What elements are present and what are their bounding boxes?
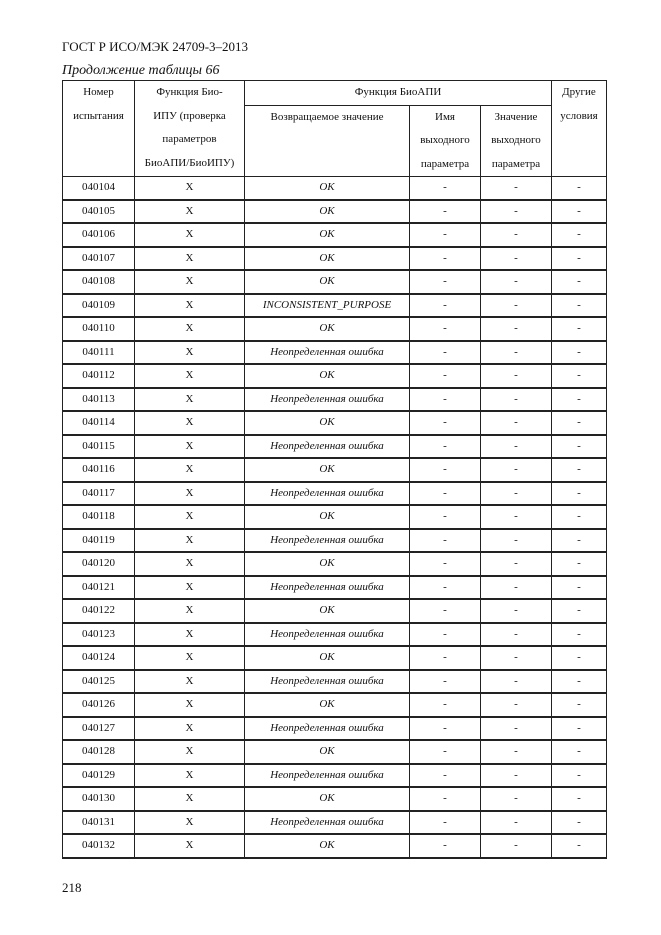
cell-output-value: - bbox=[481, 717, 552, 741]
cell-return-value: Неопределенная ошибка bbox=[245, 576, 410, 600]
table-row bbox=[63, 811, 607, 835]
cell-output-value: - bbox=[481, 223, 552, 247]
cell-output-name: - bbox=[410, 670, 481, 694]
cell-output-name: - bbox=[410, 388, 481, 412]
cell-output-name: - bbox=[410, 764, 481, 788]
cell-bio-function: X bbox=[135, 200, 245, 224]
cell-return-value: OK bbox=[245, 693, 410, 717]
cell-bio-function: X bbox=[135, 693, 245, 717]
cell-bio-function: X bbox=[135, 811, 245, 835]
table-row bbox=[63, 505, 607, 529]
table-row bbox=[63, 576, 607, 600]
cell-bio-function: X bbox=[135, 223, 245, 247]
cell-output-name: - bbox=[410, 270, 481, 294]
cell-other-conditions: - bbox=[552, 270, 607, 294]
cell-other-conditions: - bbox=[552, 317, 607, 341]
cell-bio-function: X bbox=[135, 740, 245, 764]
cell-output-value: - bbox=[481, 364, 552, 388]
col-header-test-number: Номер испытания bbox=[63, 81, 135, 177]
cell-return-value: OK bbox=[245, 740, 410, 764]
cell-output-name: - bbox=[410, 435, 481, 459]
cell-return-value: Неопределенная ошибка bbox=[245, 341, 410, 365]
cell-other-conditions: - bbox=[552, 247, 607, 271]
cell-output-value: - bbox=[481, 270, 552, 294]
cell-output-value: - bbox=[481, 247, 552, 271]
cell-test-number: 040107 bbox=[63, 247, 135, 271]
col-header-other-conditions: Другие условия bbox=[552, 81, 607, 177]
cell-other-conditions: - bbox=[552, 200, 607, 224]
cell-bio-function: X bbox=[135, 388, 245, 412]
table-row bbox=[63, 599, 607, 623]
table-row bbox=[63, 740, 607, 764]
cell-other-conditions: - bbox=[552, 505, 607, 529]
table-row bbox=[63, 623, 607, 647]
cell-output-name: - bbox=[410, 787, 481, 811]
cell-other-conditions: - bbox=[552, 223, 607, 247]
cell-return-value: OK bbox=[245, 270, 410, 294]
cell-test-number: 040115 bbox=[63, 435, 135, 459]
cell-return-value: OK bbox=[245, 223, 410, 247]
cell-other-conditions: - bbox=[552, 411, 607, 435]
cell-output-value: - bbox=[481, 576, 552, 600]
table-row bbox=[63, 693, 607, 717]
cell-output-value: - bbox=[481, 764, 552, 788]
table-row bbox=[63, 764, 607, 788]
cell-other-conditions: - bbox=[552, 576, 607, 600]
cell-test-number: 040132 bbox=[63, 834, 135, 858]
cell-return-value: Неопределенная ошибка bbox=[245, 435, 410, 459]
table-row bbox=[63, 552, 607, 576]
table-row bbox=[63, 388, 607, 412]
col-header-bioapi-function: Функция БиоАПИ bbox=[245, 81, 552, 106]
cell-bio-function: X bbox=[135, 317, 245, 341]
cell-output-name: - bbox=[410, 364, 481, 388]
col-header-bio-function: Функция Био- ИПУ (проверка параметров БиоАПИ/БиоИПУ) bbox=[135, 81, 245, 177]
cell-output-name: - bbox=[410, 317, 481, 341]
cell-output-name: - bbox=[410, 576, 481, 600]
cell-return-value: Неопределенная ошибка bbox=[245, 764, 410, 788]
cell-return-value: OK bbox=[245, 505, 410, 529]
cell-output-name: - bbox=[410, 200, 481, 224]
table-row bbox=[63, 670, 607, 694]
table-row bbox=[63, 200, 607, 224]
cell-bio-function: X bbox=[135, 764, 245, 788]
cell-output-value: - bbox=[481, 294, 552, 318]
table-row bbox=[63, 411, 607, 435]
cell-return-value: Неопределенная ошибка bbox=[245, 529, 410, 553]
cell-test-number: 040129 bbox=[63, 764, 135, 788]
cell-bio-function: X bbox=[135, 623, 245, 647]
cell-bio-function: X bbox=[135, 294, 245, 318]
cell-return-value: OK bbox=[245, 247, 410, 271]
table-row bbox=[63, 787, 607, 811]
col-header-output-value: Значение выходного параметра bbox=[481, 105, 552, 177]
col-header-return-value: Возвращаемое значение bbox=[245, 105, 410, 177]
cell-bio-function: X bbox=[135, 411, 245, 435]
cell-bio-function: X bbox=[135, 270, 245, 294]
cell-output-name: - bbox=[410, 482, 481, 506]
cell-bio-function: X bbox=[135, 646, 245, 670]
cell-bio-function: X bbox=[135, 505, 245, 529]
cell-other-conditions: - bbox=[552, 552, 607, 576]
table-row bbox=[63, 646, 607, 670]
cell-output-name: - bbox=[410, 341, 481, 365]
table-row bbox=[63, 529, 607, 553]
cell-other-conditions: - bbox=[552, 529, 607, 553]
cell-test-number: 040130 bbox=[63, 787, 135, 811]
cell-return-value: OK bbox=[245, 411, 410, 435]
table-row bbox=[63, 834, 607, 858]
cell-output-name: - bbox=[410, 411, 481, 435]
cell-output-value: - bbox=[481, 435, 552, 459]
cell-output-value: - bbox=[481, 834, 552, 858]
cell-return-value: Неопределенная ошибка bbox=[245, 670, 410, 694]
cell-output-value: - bbox=[481, 388, 552, 412]
page-number: 218 bbox=[62, 880, 82, 895]
cell-test-number: 040117 bbox=[63, 482, 135, 506]
table-row bbox=[63, 247, 607, 271]
cell-output-value: - bbox=[481, 693, 552, 717]
cell-bio-function: X bbox=[135, 341, 245, 365]
table-caption: Продолжение таблицы 66 bbox=[62, 63, 220, 78]
cell-output-value: - bbox=[481, 787, 552, 811]
cell-other-conditions: - bbox=[552, 177, 607, 200]
cell-return-value: OK bbox=[245, 317, 410, 341]
cell-bio-function: X bbox=[135, 717, 245, 741]
cell-output-name: - bbox=[410, 811, 481, 835]
cell-return-value: OK bbox=[245, 552, 410, 576]
cell-return-value: OK bbox=[245, 364, 410, 388]
cell-test-number: 040120 bbox=[63, 552, 135, 576]
cell-test-number: 040109 bbox=[63, 294, 135, 318]
cell-output-value: - bbox=[481, 317, 552, 341]
cell-output-value: - bbox=[481, 623, 552, 647]
col-header-output-name: Имя выходного параметра bbox=[410, 105, 481, 177]
cell-test-number: 040124 bbox=[63, 646, 135, 670]
cell-bio-function: X bbox=[135, 458, 245, 482]
cell-output-name: - bbox=[410, 552, 481, 576]
table-row bbox=[63, 270, 607, 294]
table-row bbox=[63, 717, 607, 741]
cell-output-name: - bbox=[410, 294, 481, 318]
cell-output-name: - bbox=[410, 623, 481, 647]
cell-return-value: Неопределенная ошибка bbox=[245, 717, 410, 741]
cell-other-conditions: - bbox=[552, 764, 607, 788]
cell-output-value: - bbox=[481, 529, 552, 553]
cell-return-value: OK bbox=[245, 834, 410, 858]
cell-output-value: - bbox=[481, 646, 552, 670]
cell-return-value: Неопределенная ошибка bbox=[245, 623, 410, 647]
cell-return-value: OK bbox=[245, 177, 410, 200]
cell-output-name: - bbox=[410, 247, 481, 271]
cell-output-value: - bbox=[481, 341, 552, 365]
cell-return-value: Неопределенная ошибка bbox=[245, 482, 410, 506]
cell-output-name: - bbox=[410, 717, 481, 741]
cell-output-value: - bbox=[481, 599, 552, 623]
cell-test-number: 040126 bbox=[63, 693, 135, 717]
cell-test-number: 040114 bbox=[63, 411, 135, 435]
cell-output-name: - bbox=[410, 458, 481, 482]
cell-other-conditions: - bbox=[552, 717, 607, 741]
cell-test-number: 040110 bbox=[63, 317, 135, 341]
cell-test-number: 040111 bbox=[63, 341, 135, 365]
cell-other-conditions: - bbox=[552, 740, 607, 764]
table-row bbox=[63, 223, 607, 247]
cell-test-number: 040123 bbox=[63, 623, 135, 647]
cell-bio-function: X bbox=[135, 529, 245, 553]
table-row bbox=[63, 317, 607, 341]
cell-return-value: INCONSISTENT_PURPOSE bbox=[245, 294, 410, 318]
cell-output-value: - bbox=[481, 505, 552, 529]
cell-output-value: - bbox=[481, 552, 552, 576]
cell-test-number: 040128 bbox=[63, 740, 135, 764]
cell-test-number: 040105 bbox=[63, 200, 135, 224]
cell-output-name: - bbox=[410, 693, 481, 717]
cell-bio-function: X bbox=[135, 247, 245, 271]
cell-output-name: - bbox=[410, 505, 481, 529]
cell-bio-function: X bbox=[135, 787, 245, 811]
cell-bio-function: X bbox=[135, 435, 245, 459]
cell-other-conditions: - bbox=[552, 294, 607, 318]
cell-output-value: - bbox=[481, 482, 552, 506]
cell-output-value: - bbox=[481, 200, 552, 224]
cell-return-value: OK bbox=[245, 787, 410, 811]
table-row bbox=[63, 341, 607, 365]
cell-output-value: - bbox=[481, 177, 552, 200]
cell-other-conditions: - bbox=[552, 458, 607, 482]
cell-other-conditions: - bbox=[552, 623, 607, 647]
test-table bbox=[62, 80, 607, 859]
cell-output-value: - bbox=[481, 411, 552, 435]
cell-return-value: Неопределенная ошибка bbox=[245, 811, 410, 835]
cell-return-value: OK bbox=[245, 200, 410, 224]
cell-test-number: 040118 bbox=[63, 505, 135, 529]
cell-output-value: - bbox=[481, 458, 552, 482]
cell-output-value: - bbox=[481, 811, 552, 835]
table-row bbox=[63, 364, 607, 388]
cell-output-name: - bbox=[410, 223, 481, 247]
cell-other-conditions: - bbox=[552, 435, 607, 459]
table-row bbox=[63, 482, 607, 506]
cell-test-number: 040112 bbox=[63, 364, 135, 388]
cell-other-conditions: - bbox=[552, 670, 607, 694]
cell-other-conditions: - bbox=[552, 341, 607, 365]
cell-bio-function: X bbox=[135, 177, 245, 200]
cell-test-number: 040113 bbox=[63, 388, 135, 412]
cell-test-number: 040104 bbox=[63, 177, 135, 200]
cell-other-conditions: - bbox=[552, 787, 607, 811]
document-code: ГОСТ Р ИСО/МЭК 24709-3–2013 bbox=[62, 39, 249, 54]
cell-output-name: - bbox=[410, 177, 481, 200]
cell-other-conditions: - bbox=[552, 364, 607, 388]
cell-bio-function: X bbox=[135, 834, 245, 858]
table-row bbox=[63, 294, 607, 318]
cell-return-value: OK bbox=[245, 599, 410, 623]
cell-test-number: 040122 bbox=[63, 599, 135, 623]
cell-output-value: - bbox=[481, 670, 552, 694]
cell-bio-function: X bbox=[135, 599, 245, 623]
table-row bbox=[63, 435, 607, 459]
table-row bbox=[63, 458, 607, 482]
cell-return-value: OK bbox=[245, 458, 410, 482]
cell-other-conditions: - bbox=[552, 646, 607, 670]
cell-bio-function: X bbox=[135, 552, 245, 576]
cell-other-conditions: - bbox=[552, 811, 607, 835]
cell-bio-function: X bbox=[135, 670, 245, 694]
cell-return-value: OK bbox=[245, 646, 410, 670]
cell-bio-function: X bbox=[135, 364, 245, 388]
cell-test-number: 040127 bbox=[63, 717, 135, 741]
cell-output-name: - bbox=[410, 740, 481, 764]
cell-test-number: 040131 bbox=[63, 811, 135, 835]
cell-test-number: 040106 bbox=[63, 223, 135, 247]
cell-other-conditions: - bbox=[552, 834, 607, 858]
cell-test-number: 040116 bbox=[63, 458, 135, 482]
cell-output-name: - bbox=[410, 529, 481, 553]
cell-output-value: - bbox=[481, 740, 552, 764]
cell-bio-function: X bbox=[135, 576, 245, 600]
cell-output-name: - bbox=[410, 834, 481, 858]
cell-output-name: - bbox=[410, 599, 481, 623]
cell-test-number: 040121 bbox=[63, 576, 135, 600]
cell-output-name: - bbox=[410, 646, 481, 670]
cell-test-number: 040119 bbox=[63, 529, 135, 553]
cell-test-number: 040125 bbox=[63, 670, 135, 694]
cell-bio-function: X bbox=[135, 482, 245, 506]
cell-other-conditions: - bbox=[552, 388, 607, 412]
cell-other-conditions: - bbox=[552, 693, 607, 717]
cell-other-conditions: - bbox=[552, 599, 607, 623]
cell-other-conditions: - bbox=[552, 482, 607, 506]
cell-return-value: Неопределенная ошибка bbox=[245, 388, 410, 412]
cell-test-number: 040108 bbox=[63, 270, 135, 294]
table-row bbox=[63, 177, 607, 200]
